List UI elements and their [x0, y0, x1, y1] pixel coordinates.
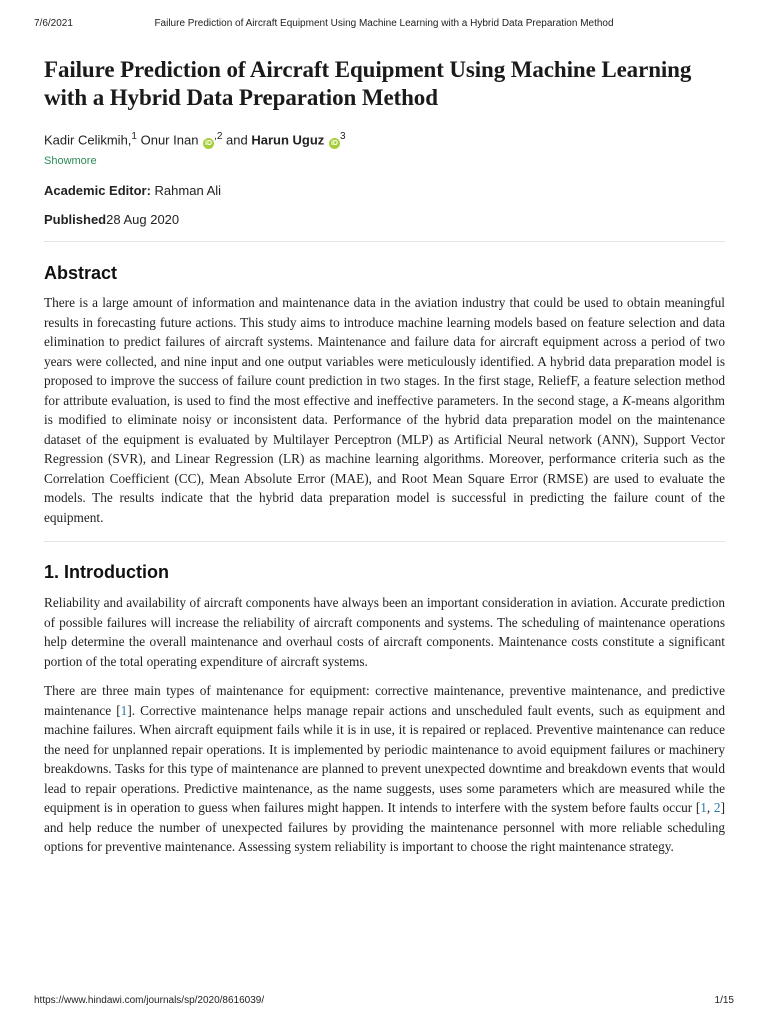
author-affiliation: ,2 — [214, 131, 223, 142]
author-name[interactable]: Kadir Celikmih, — [44, 132, 132, 148]
reference-link[interactable]: 1 — [120, 702, 128, 718]
article-content — [44, 56, 725, 857]
introduction-heading: 1. Introduction — [44, 562, 169, 583]
author-affiliation: 3 — [339, 131, 346, 142]
orcid-icon[interactable]: iD — [330, 140, 338, 148]
section-divider — [44, 541, 725, 542]
reference-link[interactable]: 1 — [700, 800, 707, 816]
introduction-paragraph-2: There are three main types of maintenance for equipment: corrective maintenance, preventive maintenance, and predictive maintenance [1]. Corrective maintenance helps manage repair actions and unscheduled fault events, such as equipment and machine failures. When aircraft equipment fails while it is in use, it is repaired or replaced. Preventive maintenance can reduce the need for unplanned repair operations. It is implemented by periodic maintenance to avoid equipment failures or machinery breakdowns. Tasks for this type of maintenance are planned to prevent unexpected downtime and breakdown events that would lead to repair operations. Predictive maintenance, as the name suggests, uses some parameters which are measured while the equipment is in operation to guess when failures might happen. It intends to interfere with the system before faults occur [1, 2] and help reduce the number of unexpected failures by providing the maintenance personnel with more reliable scheduling options for preventive maintenance. Assessing system reliability is important to choose the right maintenance strategy. — [44, 683, 726, 855]
reference-link[interactable]: 2 — [713, 800, 721, 816]
author-affiliation: 1 — [131, 131, 137, 142]
section-divider — [44, 241, 725, 242]
show-more-link[interactable]: Showmore — [44, 155, 97, 168]
published-value: 28 Aug 2020 — [106, 212, 180, 228]
abstract-heading: Abstract — [44, 263, 118, 284]
print-page-title: Failure Prediction of Aircraft Equipment Using Machine Learning with a Hybrid Data Preparation Method — [154, 18, 614, 29]
published-date — [44, 212, 725, 227]
author-list — [44, 128, 725, 149]
print-url: https://www.hindawi.com/journals/sp/2020/8616039/ — [34, 995, 265, 1006]
academic-editor-label: Academic Editor: — [44, 183, 151, 199]
author-name[interactable]: Harun Uguz — [251, 132, 325, 148]
print-date: 7/6/2021 — [34, 18, 73, 29]
orcid-icon[interactable]: iD — [205, 140, 213, 148]
print-page-number: 1/15 — [714, 995, 734, 1006]
academic-editor — [44, 183, 725, 198]
author-connector: and — [226, 132, 248, 148]
abstract-text: There is a large amount of information and maintenance data in the aviation industry that could be used to obtain meaningful results in forecasting future actions. This study aims to introduce machine learning models based on feature selection and data elimination to predict failures of aircraft systems. Maintenance and failure data for aircraft equipment across a period of two years were collected, and nine input and one output variables were meticulously identified. A hybrid data preparation model is proposed to improve the success of failure count prediction in two stages. In the first stage, ReliefF, a feature selection method for attribute evaluation, is used to find the most effective and ineffective parameters. In the second stage, a K-means algorithm is modified to eliminate noisy or inconsistent data. Performance of the hybrid data preparation model on the maintenance dataset of the equipment is evaluated by Multilayer Perceptron (MLP) as Artificial Neural network (ANN), Support Vector Regression (SVR), and Linear Regression (LR) as machine learning algorithms. Moreover, performance criteria such as the Correlation Coefficient (CC), Mean Absolute Error (MAE), and Root Mean Square Error (RMSE) are used to evaluate the models. The results indicate that the hybrid data preparation model is successful in predicting the failure count of the equipment. — [44, 295, 725, 525]
article-title: Failure Prediction of Aircraft Equipment Using Machine Learning with a Hybrid Data Preparation Method — [44, 57, 692, 110]
academic-editor-name: Rahman Ali — [154, 183, 222, 199]
published-label: Published — [44, 212, 107, 228]
print-footer — [34, 995, 734, 1009]
introduction-paragraph-1: Reliability and availability of aircraft components have always been an important consideration in aviation. Accurate prediction of possible failures will increase the reliability of aircraft components and systems. The scheduling of maintenance operations help determine the overall maintenance and overhaul costs of aircraft components. Maintenance costs constitute a significant portion of the total operating expenditure of aircraft systems. — [44, 595, 725, 669]
author-name[interactable]: Onur Inan — [140, 132, 199, 148]
print-header — [34, 18, 734, 32]
